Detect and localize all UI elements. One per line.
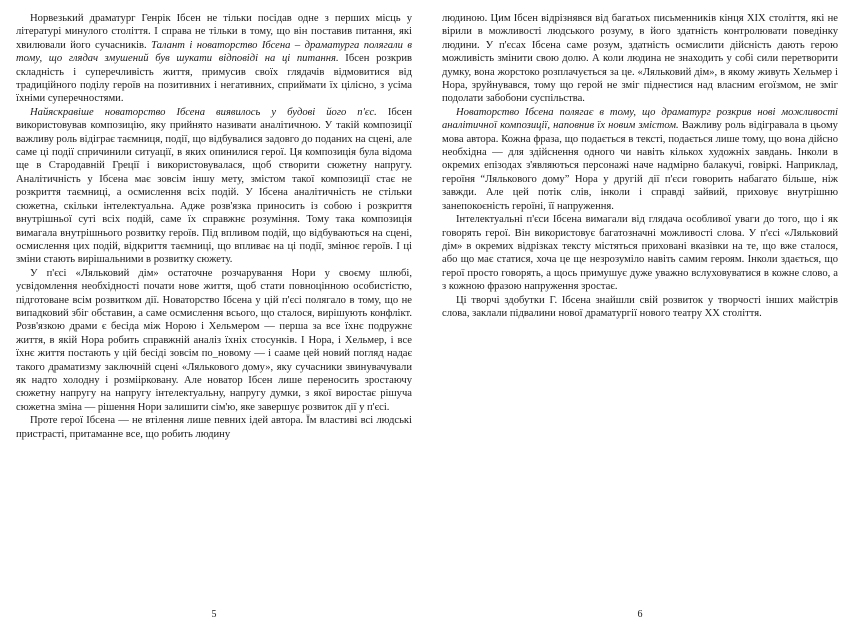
right-page-text xyxy=(442,12,838,320)
page-number: 5 xyxy=(211,609,217,620)
paragraph: У п'єсі «Ляльковий дім» остаточне розчарування Нори у своєму шлюбі, усвідомлення необхідності почати нове життя, щоб стати повноцінною особистістю, підготоване всім розвитком дії. Новаторство Ібсена у цій п'єсі полягало в тому, що не випадковий збіг обставин, а саме осмислення всього, що сталося, вирішують конфлікт. Розв'язкою драми є бесіда між Норою і Хельмером — перша за все їхнє подружнє життя, в якій Нора робить справжній аналіз їхніх стосунків. І Нора, і Хельмер, і все їхнє життя постають у цій бесіді зовсім по_новому — і сааме цей новий погляд надає такого драматизму заключній сцені «Лялькового дому», яку сучасники звинувачували як надто холодну і розміірковану. Але новатор Ібсен лише переносить зростаючу сюжетну напругу на напругу інтелектуальну, напругу думки, з якої виростає рішуча сюжетна зміна — рішення Нори залишити сім'ю, яке завершує розвиток дії у п'єсі. xyxy=(16,267,412,413)
paragraph: Проте герої Ібсена — не втілення лише певних ідей автора. Їм властиві всі людські пристрасті, притаманне все, що робить людину xyxy=(16,415,412,440)
paragraph: людиною. Цим Ібсен відрізнявся від багатьох письменників кінця XIX століття, які не вірили в можливості людського розуму, в його здатність контролювати поведінку людини. У п'єсах Ібсена саме розум, здатність осмислити дійсність дають герою можливість змінити свою долю. А коли людина не знаходить у собі сили перетворити думку, вона жорстоко розплачується за це. «Ляльковий дім», в якому живуть Хельмер і Нора, зруйнувався, тому що герой не зміг піднестися над власним егоїзмом, не зміг подолати забобони суспільства. xyxy=(442,13,838,105)
paragraph: Норвезький драматург Генрік Ібсен не тільки посідав одне з перших місць у літературі минулого століття. І справа не тільки в тому, що він поставив питання, які хвилювали його сучасників. Талант і новаторство Ібсена – драматурга полягали в тому, що глядач змушений був шукати відповіді на ці питання. Ібсен розкрив складність і суперечливість життя, примусив своїх глядачів відмовитися від традиційного поділу героїв на позитивних і негативних, сприймати їх цілісно, з усіма їхніми суперечностями. xyxy=(16,13,412,105)
paragraph: Новаторство Ібсена полягає в тому, що драматург розкрив нові можливості аналітичної композиції, наповнив їх новим змістом. Важливу роль відігравала в цьому мова автора. Кожна фраза, що подається в тексті, подається лише тому, що вона дійсно необхідна — для здійснення одного чи навіть кількох художніх завдань. Інколи в окремих епізодах з'являються персонажі наче надмірно балакучі, говіркі. Наприклад, героїня “Лялькового дому” Нора у другій дії п'єси говорить набагато більше, ніж завжди. Але цей потік слів, інколи і справді зайвий, приховує внутрішню занепокоєність героїні, її напруження. xyxy=(442,106,838,212)
page-number: 6 xyxy=(637,609,643,620)
right-page xyxy=(442,12,838,620)
paragraph: Найяскравіше новаторство Ібсена виявилось у будові його п'єс. Ібсен використовував композицію, яку прийнято називати аналітичною. У такій композиції важливу роль відіграє таємниця, події, що відбувалися задовго до поданих на сцені, але саме ці події спричинили ситуації, в яких опинилися герої. Ця композиція була відома ще в Стародавній Греції і використовувалася, щоб створити сюжетну напругу. Аналітичність у Ібсена має зовсім іншу мету, змістом такої композиції стає не розкриття таємниці, а осмислення всіх подій. У Ібсена аналітичність не стільки сюжетна, скільки інтелектуальна. Адже розв'язка приносить із собою і розкриття внутрішньої суті всіх подій, саме їх справжнє розуміння. Тому така композиція вимагала внутрішнього розвитку героїв. Під впливом подій, що відбуваються на сцені, осмислення цих подій, відкриття таємниці, що впливає на ці події, змінює героїв. І ці зміни стають вирішальними в розвитку сюжету. xyxy=(16,106,412,266)
left-page xyxy=(16,12,412,620)
paragraph: Інтелектуальні п'єси Ібсена вимагали від глядача особливої уваги до того, що і як говорять герої. Він використовує багатозначні можливості слова. У п'єсі «Ляльковий дім» в окремих відрізках тексту містяться приховані вказівки на те, що вже сталося, або що має статися, хоча це ще незрозуміло навіть самим героям. Інколи здається, що герої просто говорять, а щось примушує дуже уважно вслуховуватися в кожне слово, а з кожною фразою напруження зростає. xyxy=(442,214,838,293)
left-page-text xyxy=(16,12,412,441)
paragraph: Ці творчі здобутки Г. Ібсена знайшли свій розвиток у творчості інших майстрів слова, заклали підвалини нової драматургії нового театру XX століття. xyxy=(442,294,838,319)
